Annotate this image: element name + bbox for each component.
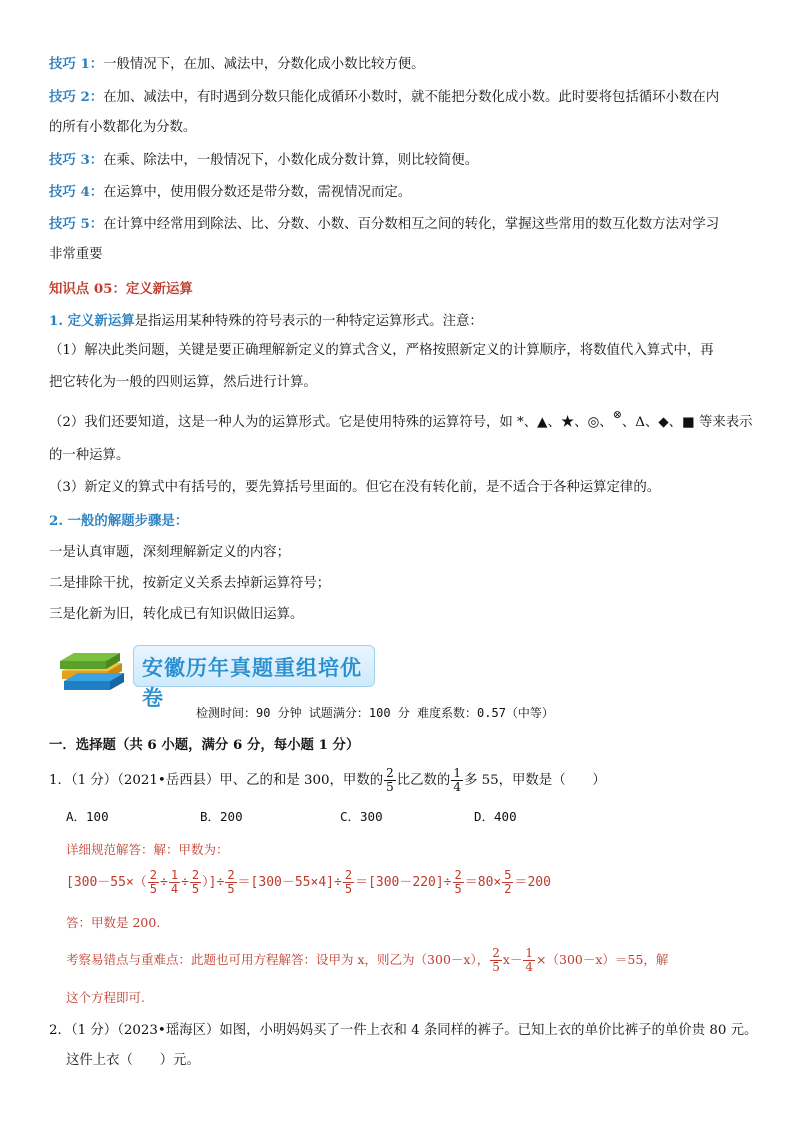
tip-4 xyxy=(49,182,411,203)
definition-label: 1. 定义新运算 xyxy=(49,313,135,329)
q1-solution-intro xyxy=(66,840,229,860)
exam-banner xyxy=(133,645,375,710)
tip-label: 技巧 4： xyxy=(49,184,104,200)
step-3: 三是化新为旧，转化成已有知识做旧运算。 xyxy=(49,607,304,622)
knowledge-point-title: 知识点 05：定义新运算 xyxy=(49,281,193,297)
exam-banner-title: 安徽历年真题重组培优卷 xyxy=(142,656,362,710)
q1-option-d[interactable]: D．400 xyxy=(474,809,517,824)
tip-text: 在乘、除法中，一般情况下，小数化成分数计算，则比较简便。 xyxy=(103,153,479,168)
step-1: 一是认真审题，深刻理解新定义的内容； xyxy=(49,545,291,560)
q1-answer: 答：甲数是 200. xyxy=(66,915,161,930)
q1-note: 考察易错点与重难点：此题也可用方程解答：设甲为 x，则乙为（300－x）， $\frac{2}{5}$ x－ $\frac{1}{4}$ ×（300－x）＝55，解 xyxy=(66,946,669,974)
def-point-1a: （1）解决此类问题，关键是要正确理解新定义的算式含义，严格按照新定义的计算顺序，将数值代入算式中，再 xyxy=(49,343,714,358)
tip-text: 在计算中经常用到除法、比、分数、小数、百分数相互之间的转化，掌握这些常用的数互化数方法对学习 xyxy=(103,217,720,232)
fraction: $\frac{1}{4}$ xyxy=(453,766,461,794)
q1-suffix: 多 55，甲数是（ ） xyxy=(463,773,606,788)
tip-5-cont: 非常重要 xyxy=(49,247,103,262)
tip-label: 技巧 1： xyxy=(49,56,104,72)
tip-3 xyxy=(49,150,478,171)
q1-option-a[interactable]: A．100 xyxy=(66,809,109,824)
otimes-symbol: ⊗ xyxy=(612,408,622,421)
def-point-3: （3）新定义的算式中有括号的，要先算括号里面的。但它在没有转化前，是不适合于各种运算定律的。 xyxy=(49,480,661,495)
books-icon xyxy=(58,641,128,693)
tip-2-cont: 的所有小数都化为分数。 xyxy=(49,120,197,135)
tip-text: 在加、减法中，有时遇到分数只能化成循环小数时，就不能把分数化成小数。此时要将包括循环小数在内 xyxy=(103,90,720,105)
definition-text: 是指运用某种特殊的符号表示的一种特定运算形式。注意： xyxy=(134,314,483,329)
section-1-title: 一．选择题（共 6 小题，满分 6 分，每小题 1 分） xyxy=(49,737,360,753)
question-1 xyxy=(49,764,606,798)
q1-note-cont: 这个方程即可. xyxy=(66,990,145,1005)
def-point-2a xyxy=(49,408,753,433)
note-label: 考察易错点与重难点： xyxy=(66,952,192,967)
tip-label: 技巧 5： xyxy=(49,216,104,232)
tip-1 xyxy=(49,54,425,75)
def-point-2a-end: 、Δ、◆、■ 等来表示 xyxy=(621,415,753,430)
exam-info: 检测时间：90 分钟 试题满分：100 分 难度系数：0.57（中等） xyxy=(196,706,554,720)
tip-text: 在运算中，使用假分数还是带分数，需视情况而定。 xyxy=(103,185,412,200)
def-point-2b: 的一种运算。 xyxy=(49,448,130,463)
fraction: $\frac{2}{5}$ xyxy=(386,766,394,794)
tip-2 xyxy=(49,87,719,108)
step-2: 二是排除干扰，按新定义关系去掉新运算符号； xyxy=(49,576,331,591)
tip-label: 技巧 3： xyxy=(49,152,104,168)
q1-prefix: 1．（1 分）（2021•岳西县）甲、乙的和是 300，甲数的 xyxy=(49,773,384,788)
q1-mid: 比乙数的 xyxy=(396,773,451,788)
q1-option-c[interactable]: C．300 xyxy=(340,809,383,824)
def-point-2a-text: （2）我们还要知道，这是一种人为的运算形式。它是使用特殊的运算符号，如 *、▲、★、◎、 xyxy=(49,415,613,430)
def-point-1b: 把它转化为一般的四则运算，然后进行计算。 xyxy=(49,375,317,390)
question-2: 2．（1 分）（2023•瑶海区）如图，小明妈妈买了一件上衣和 4 条同样的裤子。已知上衣的单价比裤子的单价贵 80 元。 xyxy=(49,1023,758,1038)
q1-option-b[interactable]: B．200 xyxy=(200,809,243,824)
question-2-cont: 这件上衣（ ）元。 xyxy=(66,1053,200,1068)
solution-intro: 解：甲数为： xyxy=(153,842,229,857)
definition xyxy=(49,311,483,332)
tip-text: 一般情况下，在加、减法中，分数化成小数比较方便。 xyxy=(103,57,425,72)
q1-equation: [300－55×（ $\frac{2}{5}$ ÷ $\frac{1}{4}$ ÷ $\frac{2}{5}$ ）]÷ $\frac{2}{5}$ ＝[300－55×4]÷ $\frac{2}{5}$ ＝[300－220]÷ $\frac{2}{5}$ ＝80× $\frac{5}{2}$ ＝200 xyxy=(66,868,551,896)
solution-label: 详细规范解答： xyxy=(66,842,154,857)
tip-5 xyxy=(49,214,719,235)
steps-label: 2. 一般的解题步骤是： xyxy=(49,513,189,529)
tip-label: 技巧 2： xyxy=(49,89,104,105)
